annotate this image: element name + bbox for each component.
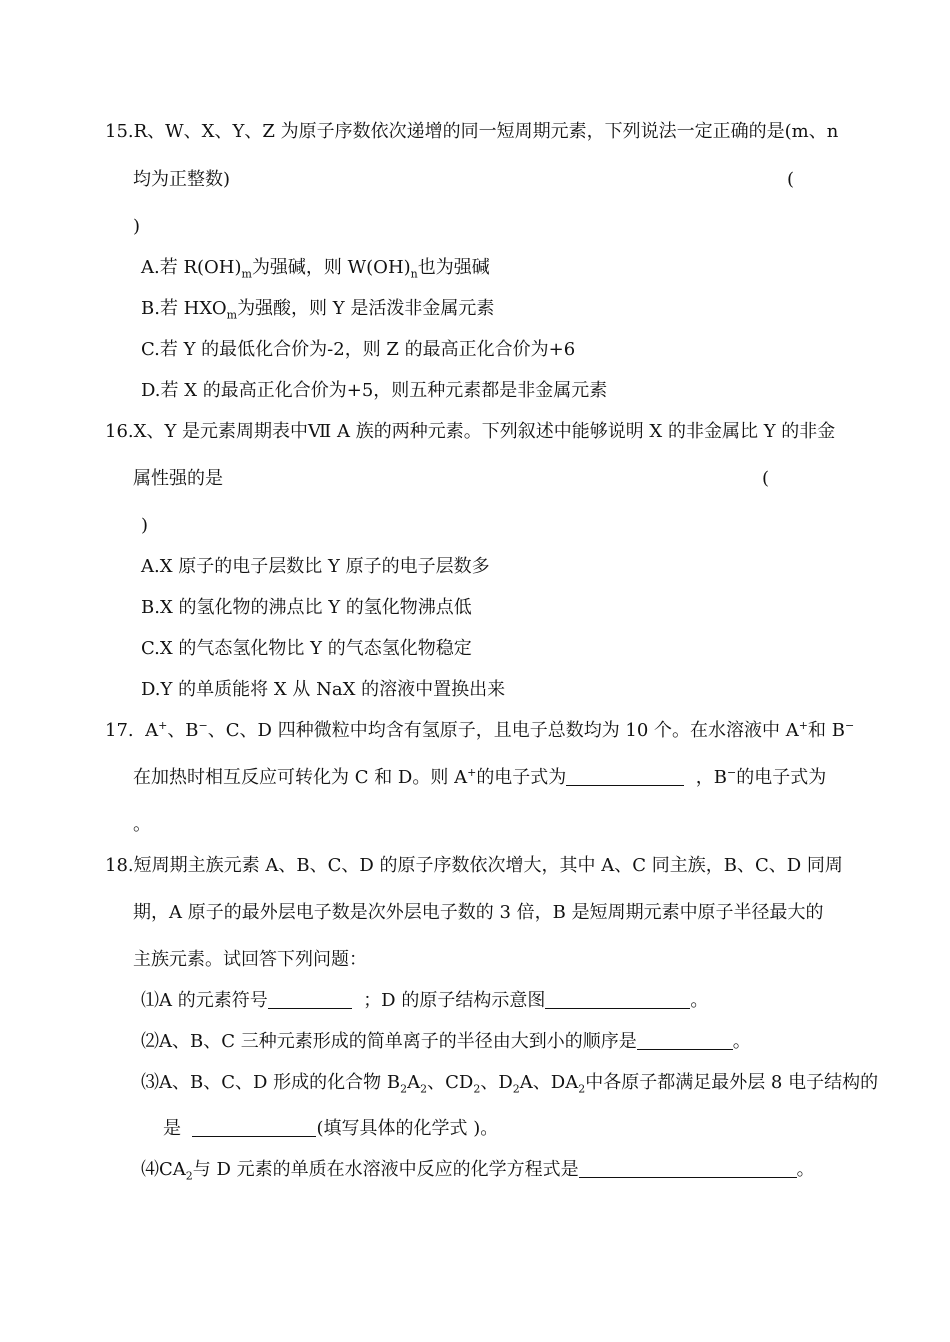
q15-stem-line2: 均为正整数) — [133, 169, 231, 190]
q18-blank-a-symbol[interactable] — [268, 990, 352, 1009]
q15-answer-paren-close: ) — [133, 216, 141, 237]
q17-stem-line3: 。 — [133, 814, 151, 835]
q15-stem-line1: 15.R、W、X、Y、Z 为原子序数依次递增的同一短周期元素，下列说法一定正确的是(m、n — [105, 121, 839, 142]
q15-option-b: B.若 $HXO_m$为强酸，则 Y 是活泼非金属元素 — [141, 298, 495, 322]
q15-option-d: D.若 X 的最高正化合价为+5，则五种元素都是非金属元素 — [141, 380, 608, 401]
q18-subquestion-2: ⑵A、B、C 三种元素形成的简单离子的半径由大到小的顺序是 。 — [141, 1031, 751, 1052]
q15-option-a: A.若 $R(OH)_m$为强碱，则 $W(OH)_n$也为强碱 — [141, 257, 490, 281]
q18-subquestion-3: ⑶A、B、C、D 形成的化合物 $B_2A_2$、$CD_2$、$D_2A$、$DA_2$中各原子都满足最外层 8 电子结构的 — [141, 1072, 879, 1096]
q15-answer-paren-open: ( — [787, 169, 795, 190]
q17-stem-line2: 在加热时相互反应可转化为 C 和 D。则 A+的电子式为 ，B−的电子式为 — [133, 766, 827, 788]
q16-stem-line2: 属性强的是 — [133, 468, 223, 489]
q17-stem-line1: 17. A+、B−、C、D 四种微粒中均含有氢原子，且电子总数均为 10 个。在水溶液中 A+和 B− — [105, 719, 855, 741]
q18-subquestion-3-cont: 是 (填写具体的化学式 )。 — [163, 1118, 499, 1139]
q18-stem-line2: 期，A 原子的最外层电子数是次外层电子数的 3 倍，B 是短周期元素中原子半径最大的 — [133, 902, 824, 923]
q18-subquestion-4: $⑷CA_2$与 D 元素的单质在水溶液中反应的化学方程式是 。 — [141, 1159, 815, 1183]
q18-subquestion-1: ⑴A 的元素符号 ；D 的原子结构示意图 。 — [141, 990, 709, 1011]
q16-stem-line1: 16.X、Y 是元素周期表中Ⅶ A 族的两种元素。下列叙述中能够说明 X 的非金属比 Y 的非金 — [105, 421, 836, 442]
q18-stem-line1: 18.短周期主族元素 A、B、C、D 的原子序数依次增大，其中 A、C 同主族，B、C、D 同周 — [105, 855, 843, 876]
q16-answer-paren-close: ) — [141, 515, 149, 536]
q18-stem-line3: 主族元素。试回答下列问题： — [133, 949, 367, 970]
q18-blank-ion-radius-order[interactable] — [637, 1031, 733, 1050]
q16-option-c: C.X 的气态氢化物比 Y 的气态氢化物稳定 — [141, 638, 472, 659]
q18-blank-d-structure[interactable] — [545, 990, 690, 1009]
q16-option-d: D.Y 的单质能将 X 从 NaX 的溶液中置换出来 — [141, 679, 506, 700]
q15-option-c: C.若 Y 的最低化合价为-2，则 Z 的最高正化合价为+6 — [141, 339, 576, 360]
q16-answer-paren-open: ( — [762, 468, 770, 489]
q18-blank-formula[interactable] — [192, 1118, 316, 1137]
q17-blank-a-electron-formula[interactable] — [566, 767, 684, 786]
q16-option-a: A.X 原子的电子层数比 Y 原子的电子层数多 — [141, 556, 490, 577]
q18-blank-equation[interactable] — [579, 1159, 797, 1178]
q16-option-b: B.X 的氢化物的沸点比 Y 的氢化物沸点低 — [141, 597, 472, 618]
